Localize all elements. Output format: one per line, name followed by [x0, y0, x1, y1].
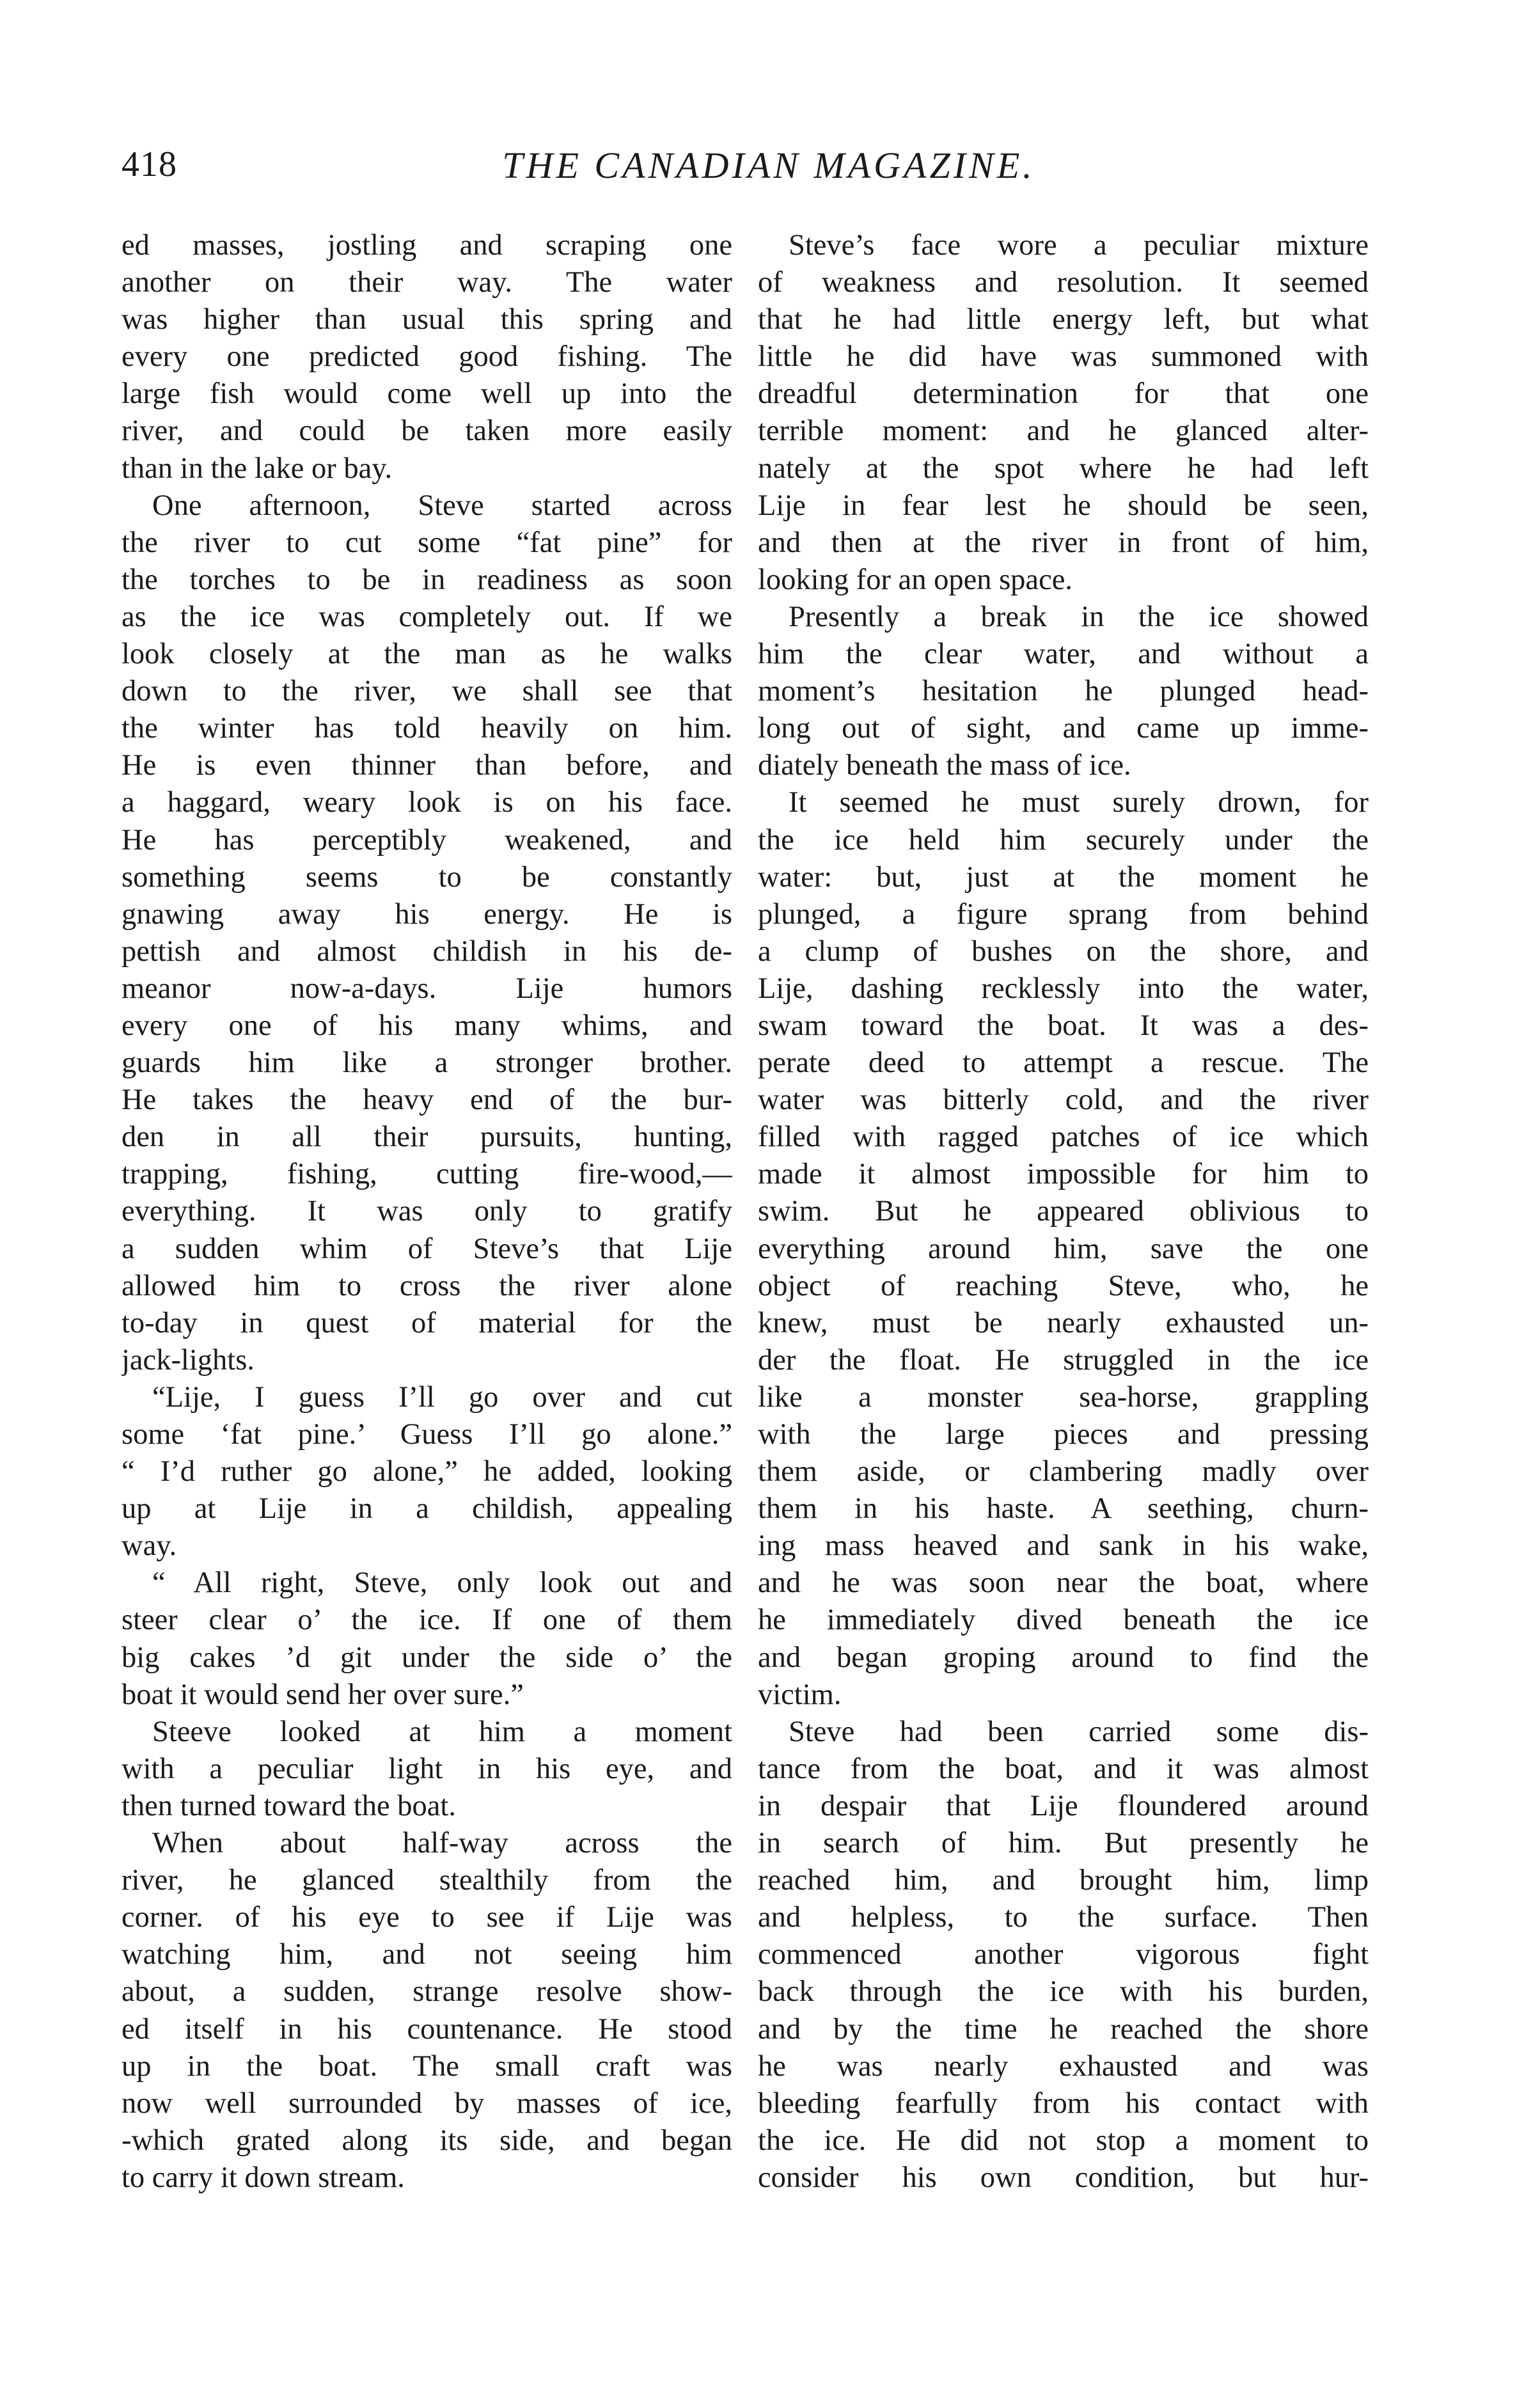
text-line: filled with ragged patches of ice which — [758, 1121, 1369, 1154]
text-line: trapping, fishing, cutting fire-wood,— — [122, 1158, 732, 1191]
text-line: that he had little energy left, but what — [758, 303, 1369, 336]
text-line: der the float. He struggled in the ice — [758, 1343, 1369, 1377]
text-line: swim. But he appeared oblivious to — [758, 1195, 1369, 1228]
text-line: “ All right, Steve, only look out and — [152, 1567, 732, 1600]
text-line: everything. It was only to gratify — [122, 1195, 732, 1228]
text-line: big cakes ’d git under the side o’ the — [122, 1641, 732, 1674]
text-line: long out of sight, and came up imme- — [758, 712, 1369, 745]
text-line: a sudden whim of Steve’s that Lije — [122, 1232, 732, 1265]
text-line: than in the lake or bay. — [122, 452, 393, 485]
text-line: down to the river, we shall see that — [122, 675, 732, 708]
text-line: looking for an open space. — [758, 563, 1072, 596]
text-line: and helpless, to the surface. Then — [758, 1901, 1369, 1934]
text-line: to carry it down stream. — [122, 2161, 405, 2194]
text-line: look closely at the man as he walks — [122, 638, 732, 671]
text-line: then turned toward the boat. — [122, 1789, 456, 1822]
text-line: “Lije, I guess I’ll go over and cut — [152, 1380, 732, 1414]
text-line: jack-lights. — [122, 1343, 255, 1377]
text-line: tance from the boat, and it was almost — [758, 1752, 1369, 1785]
text-line: perate deed to attempt a rescue. The — [758, 1046, 1369, 1080]
text-line: allowed him to cross the river alone — [122, 1269, 732, 1302]
text-line: moment’s hesitation he plunged head- — [758, 675, 1369, 708]
text-line: river, and could be taken more easily — [122, 414, 732, 448]
text-line: object of reaching Steve, who, he — [758, 1269, 1369, 1302]
text-line: It seemed he must surely drown, for — [789, 786, 1369, 819]
page-number: 418 — [122, 145, 177, 184]
text-line: to-day in quest of material for the — [122, 1306, 732, 1339]
text-line: steer clear o’ the ice. If one of them — [122, 1604, 732, 1637]
text-line: back through the ice with his burden, — [758, 1975, 1369, 2008]
text-line: way. — [122, 1529, 177, 1563]
text-line: diately beneath the mass of ice. — [758, 749, 1131, 782]
text-line: victim. — [758, 1678, 842, 1711]
text-line: about, a sudden, strange resolve show- — [122, 1975, 732, 2008]
text-line: with the large pieces and pressing — [758, 1418, 1369, 1451]
text-line: little he did have was summoned with — [758, 340, 1369, 374]
text-line: them in his haste. A seething, churn- — [758, 1492, 1369, 1526]
text-line: “ I’d ruther go alone,” he added, looking — [122, 1455, 732, 1488]
text-line: water: but, just at the moment he — [758, 860, 1369, 894]
text-line: him the clear water, and without a — [758, 638, 1369, 671]
text-line: watching him, and not seeing him — [122, 1938, 732, 1971]
text-line: ed itself in his countenance. He stood — [122, 2012, 732, 2046]
text-line: river, he glanced stealthily from the — [122, 1864, 732, 1897]
text-line: consider his own condition, but hur- — [758, 2161, 1369, 2194]
text-line: was higher than usual this spring and — [122, 303, 732, 336]
text-line: some ‘fat pine.’ Guess I’ll go alone.” — [122, 1418, 732, 1451]
text-line: the torches to be in readiness as soon — [122, 563, 732, 596]
text-line: everything around him, save the one — [758, 1232, 1369, 1265]
text-line: den in all their pursuits, hunting, — [122, 1121, 732, 1154]
text-line: corner. of his eye to see if Lije was — [122, 1901, 732, 1934]
text-line: with a peculiar light in his eye, and — [122, 1752, 732, 1785]
text-line: the river to cut some “fat pine” for — [122, 526, 732, 559]
text-line: knew, must be nearly exhausted un- — [758, 1306, 1369, 1339]
text-line: them aside, or clambering madly over — [758, 1455, 1369, 1488]
text-line: dreadful determination for that one — [758, 377, 1369, 411]
running-title: THE CANADIAN MAGAZINE. — [502, 145, 1035, 186]
text-line: as the ice was completely out. If we — [122, 600, 732, 633]
text-line: every one predicted good fishing. The — [122, 340, 732, 374]
text-line: gnawing away his energy. He is — [122, 897, 732, 931]
text-line: another on their way. The water — [122, 266, 732, 299]
text-line: pettish and almost childish in his de- — [122, 935, 732, 968]
text-line: something seems to be constantly — [122, 860, 732, 894]
text-line: in despair that Lije floundered around — [758, 1789, 1369, 1822]
text-line: every one of his many whims, and — [122, 1009, 732, 1042]
text-line: ing mass heaved and sank in his wake, — [758, 1529, 1369, 1563]
text-line: the winter has told heavily on him. — [122, 712, 732, 745]
text-line: One afternoon, Steve started across — [152, 489, 732, 522]
text-line: commenced another vigorous fight — [758, 1938, 1369, 1971]
text-line: he was nearly exhausted and was — [758, 2049, 1369, 2083]
text-line: up in the boat. The small craft was — [122, 2049, 732, 2083]
text-line: a clump of bushes on the shore, and — [758, 935, 1369, 968]
text-line: Steve’s face wore a peculiar mixture — [789, 229, 1369, 262]
text-line: a haggard, weary look is on his face. — [122, 786, 732, 819]
text-line: water was bitterly cold, and the river — [758, 1084, 1369, 1117]
text-line: Steeve looked at him a moment — [152, 1715, 732, 1748]
text-line: He is even thinner than before, and — [122, 749, 732, 782]
text-line: Lije, dashing recklessly into the water, — [758, 972, 1369, 1005]
text-line: made it almost impossible for him to — [758, 1158, 1369, 1191]
text-line: in search of him. But presently he — [758, 1827, 1369, 1860]
text-line: and by the time he reached the shore — [758, 2012, 1369, 2046]
text-line: reached him, and brought him, limp — [758, 1864, 1369, 1897]
text-line: He has perceptibly weakened, and — [122, 823, 732, 856]
text-line: and then at the river in front of him, — [758, 526, 1369, 559]
text-line: nately at the spot where he had left — [758, 452, 1369, 485]
text-line: boat it would send her over sure.” — [122, 1678, 524, 1711]
text-line: guards him like a stronger brother. — [122, 1046, 732, 1080]
text-line: He takes the heavy end of the bur- — [122, 1084, 732, 1117]
text-line: he immediately dived beneath the ice — [758, 1604, 1369, 1637]
text-line: Lije in fear lest he should be seen, — [758, 489, 1369, 522]
text-line: terrible moment: and he glanced alter- — [758, 414, 1369, 448]
text-line: and began groping around to find the — [758, 1641, 1369, 1674]
text-line: Presently a break in the ice showed — [789, 600, 1369, 633]
text-line: and he was soon near the boat, where — [758, 1567, 1369, 1600]
text-line: large fish would come well up into the — [122, 377, 732, 411]
text-line: ed masses, jostling and scraping one — [122, 229, 732, 262]
text-line: like a monster sea-horse, grappling — [758, 1380, 1369, 1414]
text-line: -which grated along its side, and began — [122, 2124, 732, 2157]
right-column — [758, 227, 1369, 2197]
text-line: meanor now-a-days. Lije humors — [122, 972, 732, 1005]
text-line: of weakness and resolution. It seemed — [758, 266, 1369, 299]
text-line: bleeding fearfully from his contact with — [758, 2087, 1369, 2120]
page-header — [122, 144, 1416, 201]
text-line: the ice held him securely under the — [758, 823, 1369, 856]
text-line: up at Lije in a childish, appealing — [122, 1492, 732, 1526]
text-line: Steve had been carried some dis- — [789, 1715, 1369, 1748]
text-line: now well surrounded by masses of ice, — [122, 2087, 732, 2120]
text-line: the ice. He did not stop a moment to — [758, 2124, 1369, 2157]
text-line: When about half-way across the — [152, 1827, 732, 1860]
left-column — [122, 227, 732, 2197]
text-line: swam toward the boat. It was a des- — [758, 1009, 1369, 1042]
text-line: plunged, a figure sprang from behind — [758, 897, 1369, 931]
